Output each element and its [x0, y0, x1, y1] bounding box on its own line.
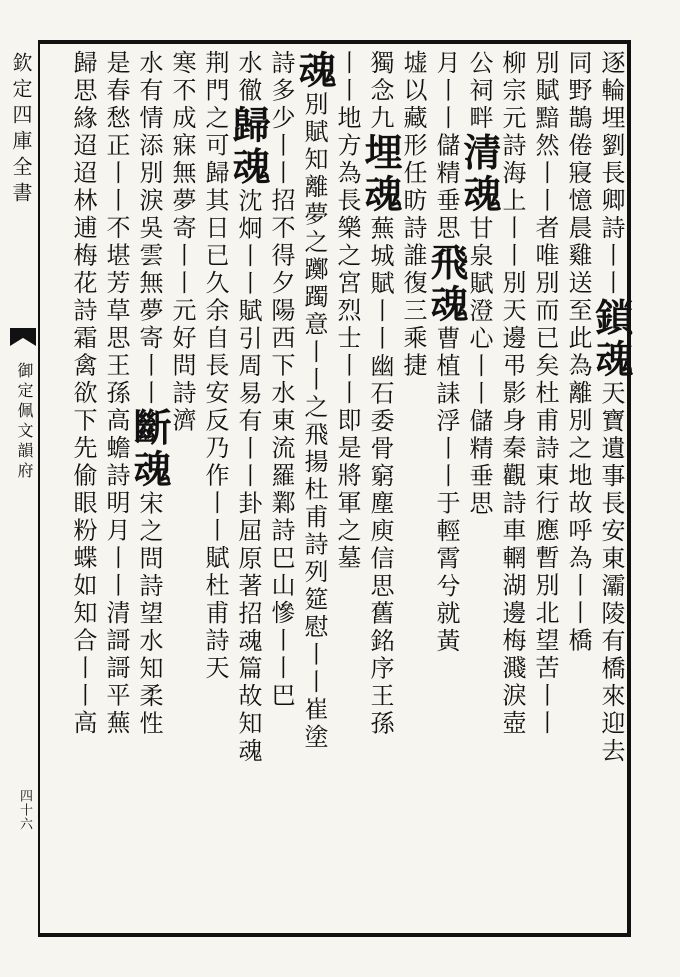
text-column-12	[226, 50, 271, 930]
column-rest: 蕪城賦丨丨幽石委骨窮塵庾信思舊銘序王孫	[366, 215, 394, 738]
text-column-6	[424, 50, 469, 930]
column-text: 同野鵲倦寢憶晨雞	[564, 50, 592, 270]
headword: 飛魂	[424, 242, 469, 326]
text-column-15	[127, 50, 172, 930]
column-tail: 送至此為離別之地故呼為丨丨橋	[564, 270, 592, 655]
headword: 斷魂	[127, 407, 172, 491]
column-rest: 曹植誄浮丨丨于輕霄兮就黃	[432, 325, 460, 656]
text-column-3	[530, 50, 560, 930]
collection-title: 欽定四庫全書	[9, 52, 33, 208]
frame-left-rule	[38, 40, 40, 937]
text-column-2	[563, 50, 593, 930]
column-tail: 別賦知離夢之躑躅意丨丨之飛揚杜甫詩列筵慰丨丨崔塗	[300, 91, 328, 752]
text-column-17	[68, 50, 98, 930]
headword: 埋魂	[358, 132, 403, 216]
column-text: 歸思緣迢迢林逋梅花詩霜禽欲下先偷眼粉蝶如知合丨丨高	[69, 50, 97, 738]
column-text: 獨念九	[366, 50, 394, 133]
headword: 鎖魂	[589, 297, 634, 381]
text-column-13	[200, 50, 230, 930]
column-tail: 儲精垂思	[432, 132, 460, 243]
page-number: 四十六	[17, 789, 32, 831]
text-column-8	[358, 50, 403, 930]
frame-right-rule	[627, 40, 631, 937]
column-rest: 詩多少丨丨招不得夕陽西下水東流羅鄴詩巴山慘丨丨巴	[267, 50, 295, 710]
column-text: 丨丨	[333, 50, 361, 105]
column-text: 寒不成寐無夢寄丨丨元好問詩濟	[168, 50, 196, 435]
column-text: 水徹	[234, 50, 262, 105]
column-text: 荆門	[201, 50, 229, 105]
column-text: 墟以藏形任昉詩誰復三乘捷	[399, 50, 427, 380]
text-column-1	[589, 50, 634, 930]
column-rest: 宋之問詩望水知柔性	[135, 490, 163, 738]
frame-top-rule	[38, 40, 630, 44]
text-column-9	[332, 50, 362, 930]
text-column-5	[457, 50, 502, 930]
column-rest: 之可歸其日已久余自長安反乃作丨丨賦杜甫詩天	[201, 105, 229, 683]
headword: 清魂	[457, 132, 502, 216]
column-text: 別賦黯然丨丨者唯別而已矣杜甫詩東行應暫別北望苦	[531, 50, 559, 683]
column-text: 公祠畔	[465, 50, 493, 133]
column-text: 逐輪埋劉長卿詩丨丨	[597, 50, 625, 298]
headword: 魂	[292, 50, 337, 92]
column-tail: 地方為長樂之宮烈士丨丨即是將軍之墓	[333, 105, 361, 573]
column-text: 是春愁正丨丨不堪芳草思王孫高蟾詩明月丨丨清謌謌平蕪	[102, 50, 130, 738]
column-tail: 天寶遺事長安東灞陵有橋來迎去	[597, 380, 625, 766]
column-rest: 沈炯丨丨賦引周易有丨丨卦屈原著招魂篇故知魂	[234, 188, 262, 766]
column-tail: 丨丨	[531, 682, 559, 738]
column-text: 月丨丨	[432, 50, 460, 133]
text-column-16	[101, 50, 131, 930]
headword: 歸魂	[226, 105, 271, 188]
book-title: 御定佩文韻府	[15, 362, 34, 482]
text-column-10	[292, 50, 337, 930]
frame-bottom-rule	[38, 933, 630, 937]
fish-tail-mark	[10, 328, 36, 346]
column-rest: 甘泉賦澄心丨丨儲精垂思	[465, 215, 493, 518]
column-text: 柳宗元詩海上丨丨別天邊弔影身秦觀詩車輞湖邊梅濺淚壺	[498, 50, 526, 738]
column-text: 水有情添別淚吳雲無夢寄丨丨	[135, 50, 163, 408]
margin-block	[8, 44, 36, 933]
